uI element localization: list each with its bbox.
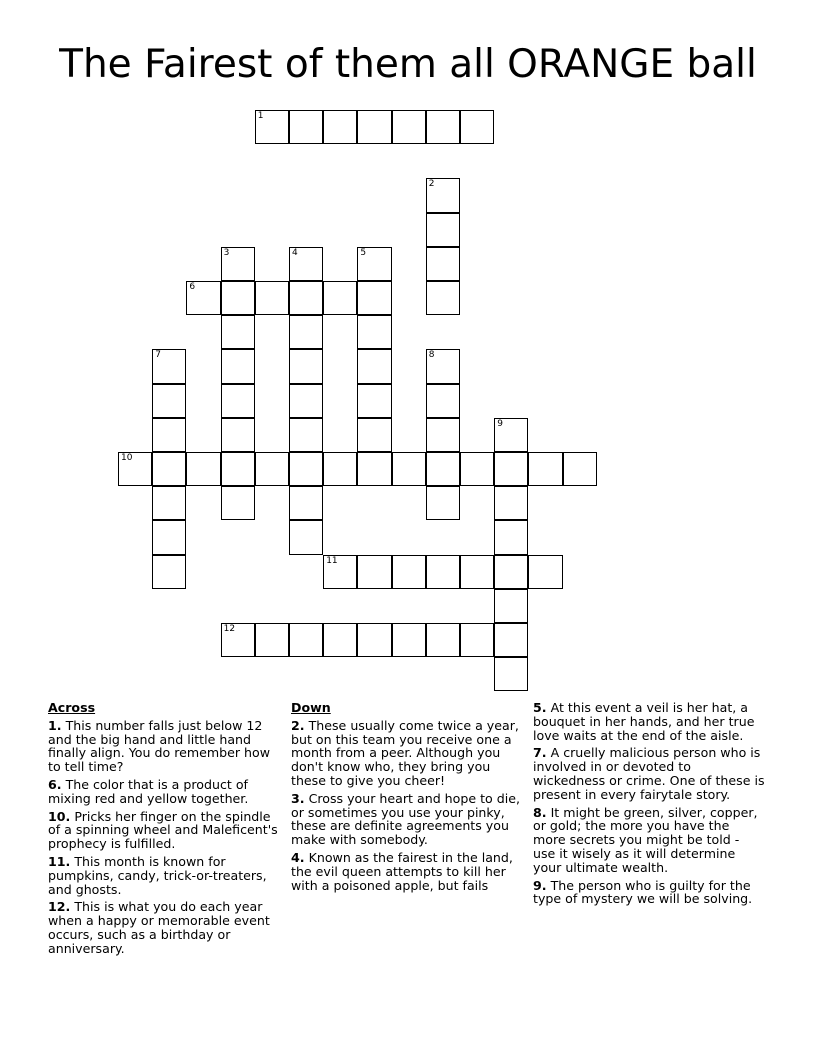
grid-cell[interactable] <box>357 384 391 418</box>
grid-cell[interactable] <box>426 555 460 589</box>
clues-column-3 <box>533 701 765 910</box>
clue-text: Pricks her finger on the spindle of a spinning wheel and Maleficent's prophecy is fulfilled. <box>48 808 278 852</box>
grid-cell[interactable] <box>221 281 255 315</box>
clue-number: 10. <box>48 808 71 824</box>
clue-number: 9. <box>533 877 547 893</box>
grid-cell[interactable] <box>152 384 186 418</box>
clue-down-2 <box>291 719 523 788</box>
grid-cell[interactable] <box>152 418 186 452</box>
clue-text: Cross your heart and hope to die, or sometimes you use your pinky, these are definite agreements you make with somebody. <box>291 790 521 848</box>
across-heading: Across <box>48 700 96 715</box>
grid-cell[interactable] <box>392 623 426 657</box>
grid-cell[interactable] <box>323 555 357 589</box>
grid-cell[interactable] <box>426 418 460 452</box>
grid-cell[interactable] <box>357 418 391 452</box>
clue-text: Known as the fairest in the land, the evil queen attempts to kill her with a poisoned apple, but fails <box>291 849 513 893</box>
grid-cell[interactable] <box>494 418 528 452</box>
grid-cell[interactable] <box>255 623 289 657</box>
grid-cell[interactable] <box>289 349 323 383</box>
grid-cell[interactable] <box>255 452 289 486</box>
grid-cell[interactable] <box>494 486 528 520</box>
grid-cell[interactable] <box>426 213 460 247</box>
grid-cell[interactable] <box>392 452 426 486</box>
grid-cell[interactable] <box>528 452 562 486</box>
clue-across-12 <box>48 900 280 955</box>
clue-across-6 <box>48 778 280 806</box>
cell-number: 9 <box>497 418 503 429</box>
grid-cell[interactable] <box>152 555 186 589</box>
cell-number: 2 <box>428 179 435 190</box>
grid-cell[interactable] <box>494 555 528 589</box>
puzzle-title: The Fairest of them all ORANGE ball <box>59 42 757 87</box>
grid-cell[interactable] <box>357 315 391 349</box>
clue-down-5 <box>533 701 765 742</box>
clue-number: 3. <box>291 790 305 806</box>
grid-cell[interactable] <box>563 452 597 486</box>
grid-cell[interactable] <box>221 349 255 383</box>
grid-cell[interactable] <box>357 110 391 144</box>
clue-number: 4. <box>291 849 305 865</box>
grid-cell[interactable] <box>357 349 391 383</box>
grid-cell[interactable] <box>357 452 391 486</box>
grid-cell[interactable] <box>494 452 528 486</box>
grid-cell[interactable] <box>152 486 186 520</box>
cell-number: 10 <box>121 453 133 463</box>
grid-cell[interactable] <box>494 589 528 623</box>
grid-cell[interactable] <box>221 315 255 349</box>
grid-cell[interactable] <box>357 623 391 657</box>
grid-cell[interactable] <box>426 178 460 212</box>
grid-cell[interactable] <box>289 384 323 418</box>
grid-cell[interactable] <box>221 247 255 281</box>
grid-cell[interactable] <box>392 555 426 589</box>
grid-cell[interactable] <box>289 520 323 554</box>
grid-cell[interactable] <box>289 110 323 144</box>
down-heading: Down <box>291 700 331 715</box>
grid-cell[interactable] <box>460 555 494 589</box>
grid-cell[interactable] <box>323 452 357 486</box>
clue-down-7 <box>533 746 765 801</box>
clues-column-1 <box>48 701 280 960</box>
clue-text: This is what you do each year when a happy or memorable event occurs, such as a birthday or anniversary. <box>48 899 270 956</box>
clue-down-9 <box>533 879 765 907</box>
grid-cell[interactable] <box>426 486 460 520</box>
grid-cell[interactable] <box>289 247 323 281</box>
cell-number: 8 <box>428 350 435 361</box>
clue-number: 8. <box>533 804 547 820</box>
grid-cell[interactable] <box>221 384 255 418</box>
clue-down-3 <box>291 792 523 847</box>
grid-cell[interactable] <box>289 281 323 315</box>
cell-number: 7 <box>155 350 161 361</box>
grid-cell[interactable] <box>357 247 391 281</box>
cell-number: 12 <box>223 624 236 634</box>
grid-cell[interactable] <box>426 452 460 486</box>
grid-cell[interactable] <box>357 281 391 315</box>
grid-cell[interactable] <box>323 281 357 315</box>
grid-cell[interactable] <box>152 452 186 486</box>
grid-cell[interactable] <box>494 520 528 554</box>
clue-down-8 <box>533 806 765 875</box>
cell-number: 6 <box>189 282 196 292</box>
cell-number: 5 <box>360 247 367 258</box>
grid-cell[interactable] <box>528 555 562 589</box>
grid-cell[interactable] <box>426 281 460 315</box>
grid-cell[interactable] <box>186 452 220 486</box>
grid-cell[interactable] <box>460 623 494 657</box>
grid-cell[interactable] <box>494 623 528 657</box>
cell-number: 3 <box>223 247 230 258</box>
clue-text: The color that is a product of mixing red and yellow together. <box>48 776 249 806</box>
grid-cell[interactable] <box>323 110 357 144</box>
clue-down-4 <box>291 851 523 892</box>
grid-cell[interactable] <box>392 110 426 144</box>
clue-text: At this event a veil is her hat, a bouquet in her hands, and her true love waits at the end of the aisle. <box>533 700 755 743</box>
clue-across-1 <box>48 719 280 774</box>
grid-cell[interactable] <box>221 623 255 657</box>
grid-cell[interactable] <box>460 452 494 486</box>
grid-cell[interactable] <box>255 281 289 315</box>
clue-across-10 <box>48 810 280 851</box>
clue-number: 11. <box>48 853 71 869</box>
grid-cell[interactable] <box>426 247 460 281</box>
grid-cell[interactable] <box>426 623 460 657</box>
grid-cell[interactable] <box>186 281 220 315</box>
clue-number: 2. <box>291 717 305 733</box>
clue-text: This month is known for pumpkins, candy, trick-or-treaters, and ghosts. <box>48 853 267 897</box>
grid-cell[interactable] <box>426 110 460 144</box>
clue-number: 5. <box>533 700 547 715</box>
grid-cell[interactable] <box>426 384 460 418</box>
cell-number: 4 <box>292 247 298 258</box>
grid-cell[interactable] <box>152 349 186 383</box>
grid-cell[interactable] <box>221 418 255 452</box>
grid-cell[interactable] <box>255 110 289 144</box>
grid-cell[interactable] <box>289 486 323 520</box>
clue-across-11 <box>48 855 280 896</box>
clue-number: 1. <box>48 717 62 733</box>
grid-cell[interactable] <box>426 349 460 383</box>
grid-cell[interactable] <box>494 657 528 691</box>
grid-cell[interactable] <box>289 315 323 349</box>
clue-number: 12. <box>48 899 71 915</box>
clue-text: The person who is guilty for the type of mystery we will be solving. <box>533 877 753 907</box>
grid-cell[interactable] <box>289 623 323 657</box>
grid-cell[interactable] <box>289 452 323 486</box>
clue-text: This number falls just below 12 and the big hand and little hand finally align. You do remember how to tell time? <box>48 717 271 775</box>
grid-cell[interactable] <box>118 452 152 486</box>
grid-cell[interactable] <box>357 555 391 589</box>
cell-number: 1 <box>257 111 264 121</box>
clue-text: A cruelly malicious person who is involved in or devoted to wickedness or crime. One of these is present in every fairytale story. <box>533 745 765 802</box>
grid-cell[interactable] <box>289 418 323 452</box>
grid-cell[interactable] <box>152 520 186 554</box>
clue-number: 7. <box>533 745 547 761</box>
cell-number: 11 <box>326 555 338 566</box>
clue-text: It might be green, silver, copper, or gold; the more you have the more secrets you might be told - use it wisely as it will determine your ultimate wealth. <box>533 804 758 875</box>
clue-number: 6. <box>48 776 62 792</box>
grid-cell[interactable] <box>221 486 255 520</box>
grid-cell[interactable] <box>221 452 255 486</box>
grid-cell[interactable] <box>323 623 357 657</box>
grid-cell[interactable] <box>460 110 494 144</box>
clues-column-2 <box>291 701 523 896</box>
clue-text: These usually come twice a year, but on this team you receive one a month from a peer. Although you don't know who, they bring you these to give you cheer! <box>291 717 519 788</box>
